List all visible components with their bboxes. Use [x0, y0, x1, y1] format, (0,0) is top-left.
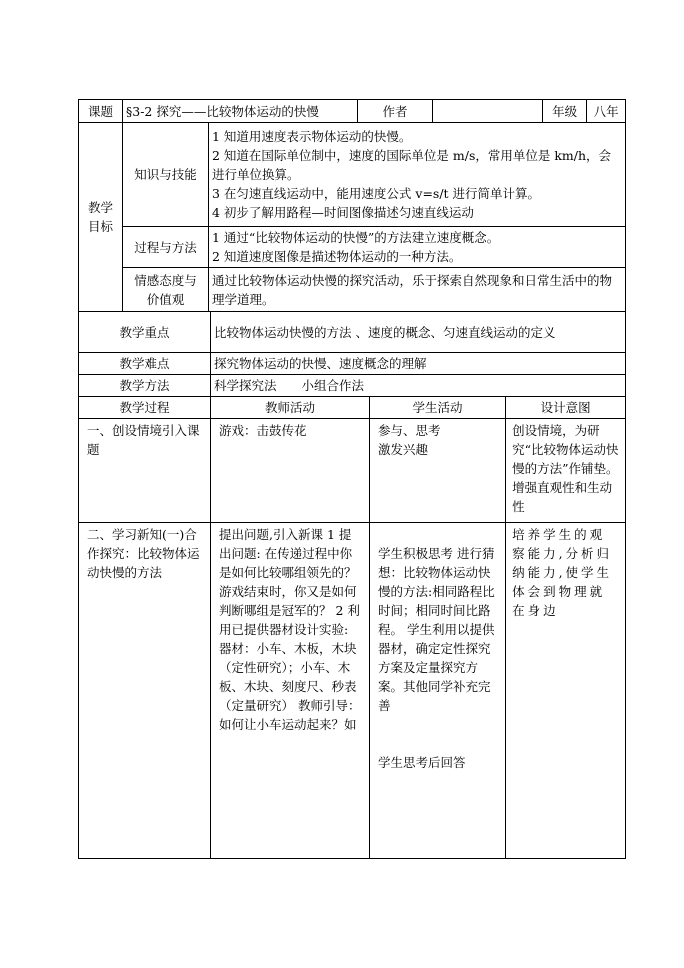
row2-student	[370, 523, 506, 859]
process-row-2	[79, 523, 626, 859]
author-label: 作者	[358, 100, 433, 123]
author-value	[433, 100, 543, 123]
methods-row	[79, 375, 626, 397]
objectives-label: 教学目标	[79, 123, 123, 312]
objectives-process-row	[79, 227, 626, 268]
knowledge-label: 知识与技能	[123, 123, 209, 227]
knowledge-line-4: 4 初步了解用路程—时间图像描述匀速直线运动	[212, 205, 474, 220]
col-design-header: 设计意图	[506, 397, 626, 419]
knowledge-line-2: 2 知道在国际单位制中，速度的国际单位是 m/s，常用单位是 km/h，会进行单位换算。	[212, 148, 612, 182]
key-points-label: 教学重点	[79, 312, 211, 353]
knowledge-line-1: 1 知道用速度表示物体运动的快慢。	[212, 129, 412, 144]
topic-label: 课题	[79, 100, 123, 123]
row1-design: 创设情境，为研究“比较物体运动快慢的方法”作铺垫。增强直观性和生动性	[506, 419, 626, 523]
row2-student-gap	[378, 715, 497, 753]
row2-student-spacer	[378, 525, 497, 544]
objectives-knowledge-row	[79, 123, 626, 227]
process-line-1: 1 通过“比较物体运动的快慢”的方法建立速度概念。	[212, 230, 500, 245]
process-row-1	[79, 419, 626, 523]
col-process-header: 教学过程	[79, 397, 211, 419]
row1-student	[370, 419, 506, 523]
process-method-content	[209, 227, 626, 268]
row1-teacher: 游戏：击鼓传花	[211, 419, 370, 523]
difficulties-row	[79, 353, 626, 375]
row1-student-line-1: 参与、思考	[378, 423, 441, 438]
row1-process: 一、创设情境引入课题	[79, 419, 211, 523]
row1-student-line-2: 激发兴趣	[378, 442, 429, 457]
row2-design: 培养学生的观察能力,分析归纳能力,使学生体会到物理就在身边	[506, 523, 626, 859]
process-line-2: 2 知道速度图像是描述物体运动的一种方法。	[212, 249, 462, 264]
difficulties-label: 教学难点	[79, 353, 211, 375]
grade-value: 八年	[587, 100, 626, 123]
col-student-header: 学生活动	[370, 397, 506, 419]
header-row	[79, 100, 626, 123]
row2-teacher: 提出问题,引入新课 1 提出问题: 在传递过程中你是如何比较哪组领先的？游戏结束时，你又是如何判断哪组是冠军的？ 2 利用已提供器材设计实验: 器材：小车、木板，木块（定性研究）；小车、木板、木块、刻度尺、秒表（定量研究） 教师引导：如何让小车运动起来？如	[211, 523, 370, 859]
grade-label: 年级	[543, 100, 587, 123]
knowledge-content	[209, 123, 626, 227]
methods-label: 教学方法	[79, 375, 211, 397]
knowledge-line-3: 3 在匀速直线运动中，能用速度公式 v=s/t 进行简单计算。	[212, 186, 541, 201]
col-teacher-header: 教师活动	[211, 397, 370, 419]
lesson-plan-table	[78, 99, 626, 859]
row2-student-text-b: 学生思考后回答	[378, 755, 466, 770]
row2-process: 二、学习新知(一)合作探究：比较物体运动快慢的方法	[79, 523, 211, 859]
key-points-row	[79, 312, 626, 353]
objectives-attitude-row	[79, 268, 626, 312]
topic-value: §3-2 探究——比较物体运动的快慢	[123, 100, 358, 123]
attitude-label: 情感态度与价值观	[123, 268, 209, 312]
process-method-label: 过程与方法	[123, 227, 209, 268]
attitude-content: 通过比较物体运动快慢的探究活动，乐于探索自然现象和日常生活中的物理学道理。	[209, 268, 626, 312]
column-header-row	[79, 397, 626, 419]
methods-content: 科学探究法 小组合作法	[211, 375, 626, 397]
row2-student-text-a: 学生积极思考 进行猜想：比较物体运动快慢的方法:相同路程比时间；相同时间比路程。 学生利用以提供器材，确定定性探究方案及定量探究方案。其他同学补充完善	[378, 546, 495, 713]
key-points-content: 比较物体运动快慢的方法 、速度的概念、匀速直线运动的定义	[211, 312, 626, 353]
difficulties-content: 探究物体运动的快慢、速度概念的理解	[211, 353, 626, 375]
